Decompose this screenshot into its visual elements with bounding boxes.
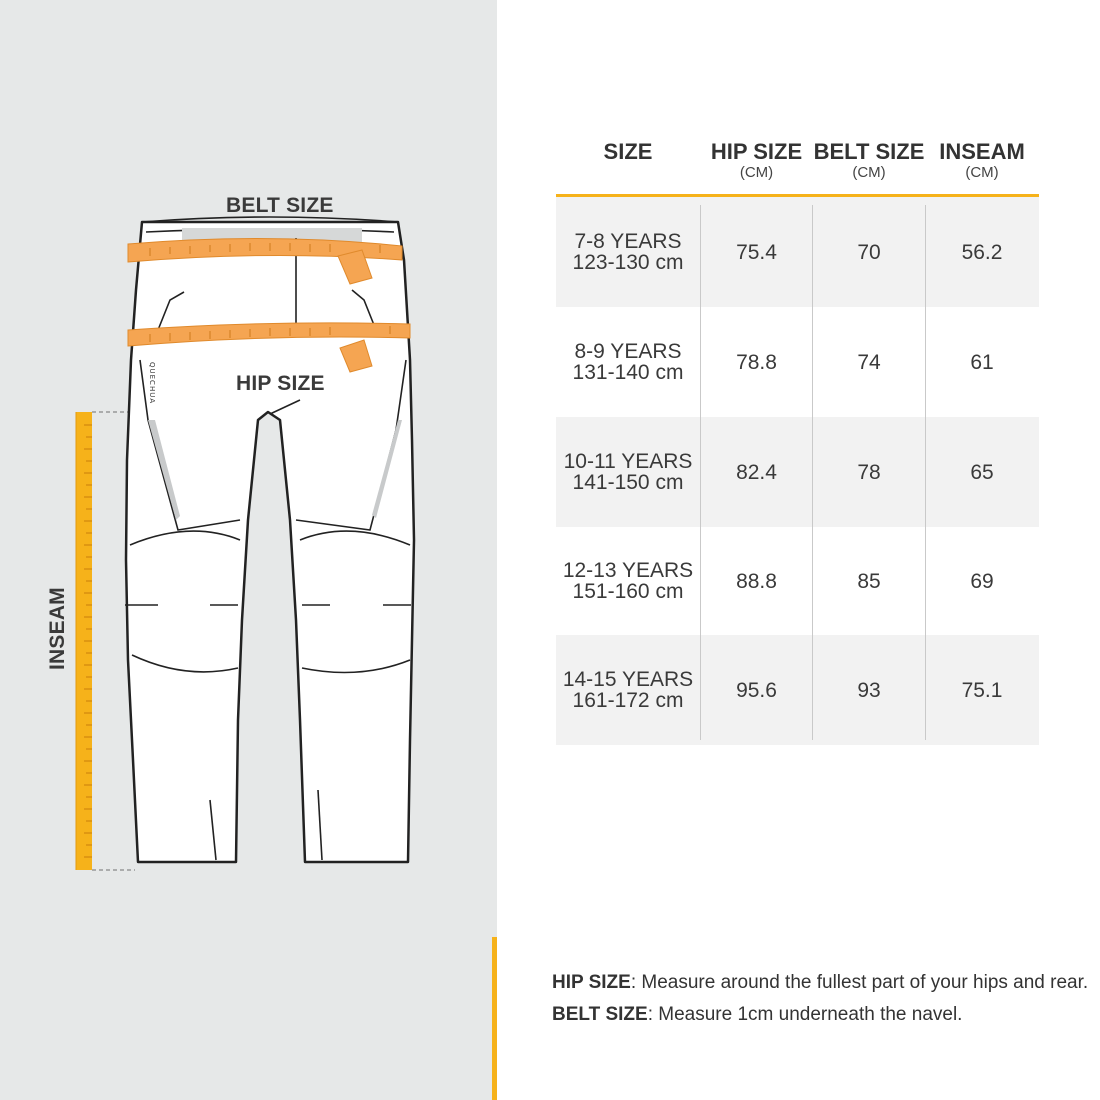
hip-cell: 78.8 [736, 350, 777, 374]
size-height: 131-140 cm [572, 361, 684, 384]
belt-note-text: : Measure 1cm underneath the navel. [647, 1004, 963, 1025]
header-hip-unit: (CM) [739, 164, 774, 181]
size-years: 7-8 YEARS [574, 230, 682, 253]
size-years: 12-13 YEARS [562, 559, 694, 582]
table-row [556, 635, 1039, 745]
belt-cell: 93 [857, 678, 881, 702]
pants-illustration [0, 0, 497, 1100]
hip-cell: 95.6 [736, 678, 777, 702]
header-size-label: SIZE [603, 139, 653, 164]
accent-bar [492, 937, 497, 1100]
belt-note-term: BELT SIZE [552, 1004, 648, 1025]
hip-cell: 82.4 [736, 460, 777, 484]
header-belt-unit: (CM) [852, 164, 886, 181]
header-hip-size [700, 140, 813, 182]
table-row [556, 417, 1039, 527]
belt-cell: 85 [857, 569, 881, 593]
size-cell [556, 197, 700, 307]
hip-note-term: HIP SIZE [552, 972, 631, 993]
size-height: 141-150 cm [572, 471, 684, 494]
hip-note-text: : Measure around the fullest part of your hips and rear. [630, 972, 1089, 993]
table-row [556, 527, 1039, 635]
belt-cell: 70 [857, 240, 881, 264]
size-height: 161-172 cm [572, 689, 684, 712]
size-cell [556, 307, 700, 417]
belt-cell: 74 [857, 350, 881, 374]
column-divider [812, 205, 813, 740]
size-years: 8-9 YEARS [574, 340, 682, 363]
inseam-cell: 61 [970, 350, 994, 374]
table-row [556, 197, 1039, 307]
column-divider [925, 205, 926, 740]
inseam-cell: 65 [970, 460, 994, 484]
column-divider [700, 205, 701, 740]
header-size [556, 140, 700, 164]
hip-size-label: HIP SIZE [236, 372, 325, 395]
hip-cell: 75.4 [736, 240, 777, 264]
hip-cell: 88.8 [736, 569, 777, 593]
table-row [556, 307, 1039, 417]
belt-size-note [552, 1004, 962, 1026]
size-cell [556, 417, 700, 527]
inseam-cell: 56.2 [961, 240, 1003, 264]
size-cell [556, 527, 700, 635]
header-belt-label: BELT SIZE [813, 139, 925, 164]
header-hip-label: HIP SIZE [710, 139, 803, 164]
header-inseam [925, 140, 1039, 182]
header-belt-size [813, 140, 925, 182]
header-inseam-label: INSEAM [939, 139, 1025, 164]
inseam-cell: 69 [970, 569, 994, 593]
size-years: 10-11 YEARS [563, 450, 693, 473]
belt-size-label: BELT SIZE [226, 194, 334, 217]
size-height: 151-160 cm [572, 580, 684, 603]
inseam-label: INSEAM [46, 587, 69, 670]
size-cell [556, 635, 700, 745]
size-height: 123-130 cm [572, 251, 684, 274]
size-years: 14-15 YEARS [562, 668, 694, 691]
header-inseam-unit: (CM) [965, 164, 999, 181]
inseam-cell: 75.1 [961, 678, 1003, 702]
belt-cell: 78 [857, 460, 881, 484]
hip-size-note [552, 972, 1088, 994]
brand-mark: QUECHUA [148, 362, 156, 405]
